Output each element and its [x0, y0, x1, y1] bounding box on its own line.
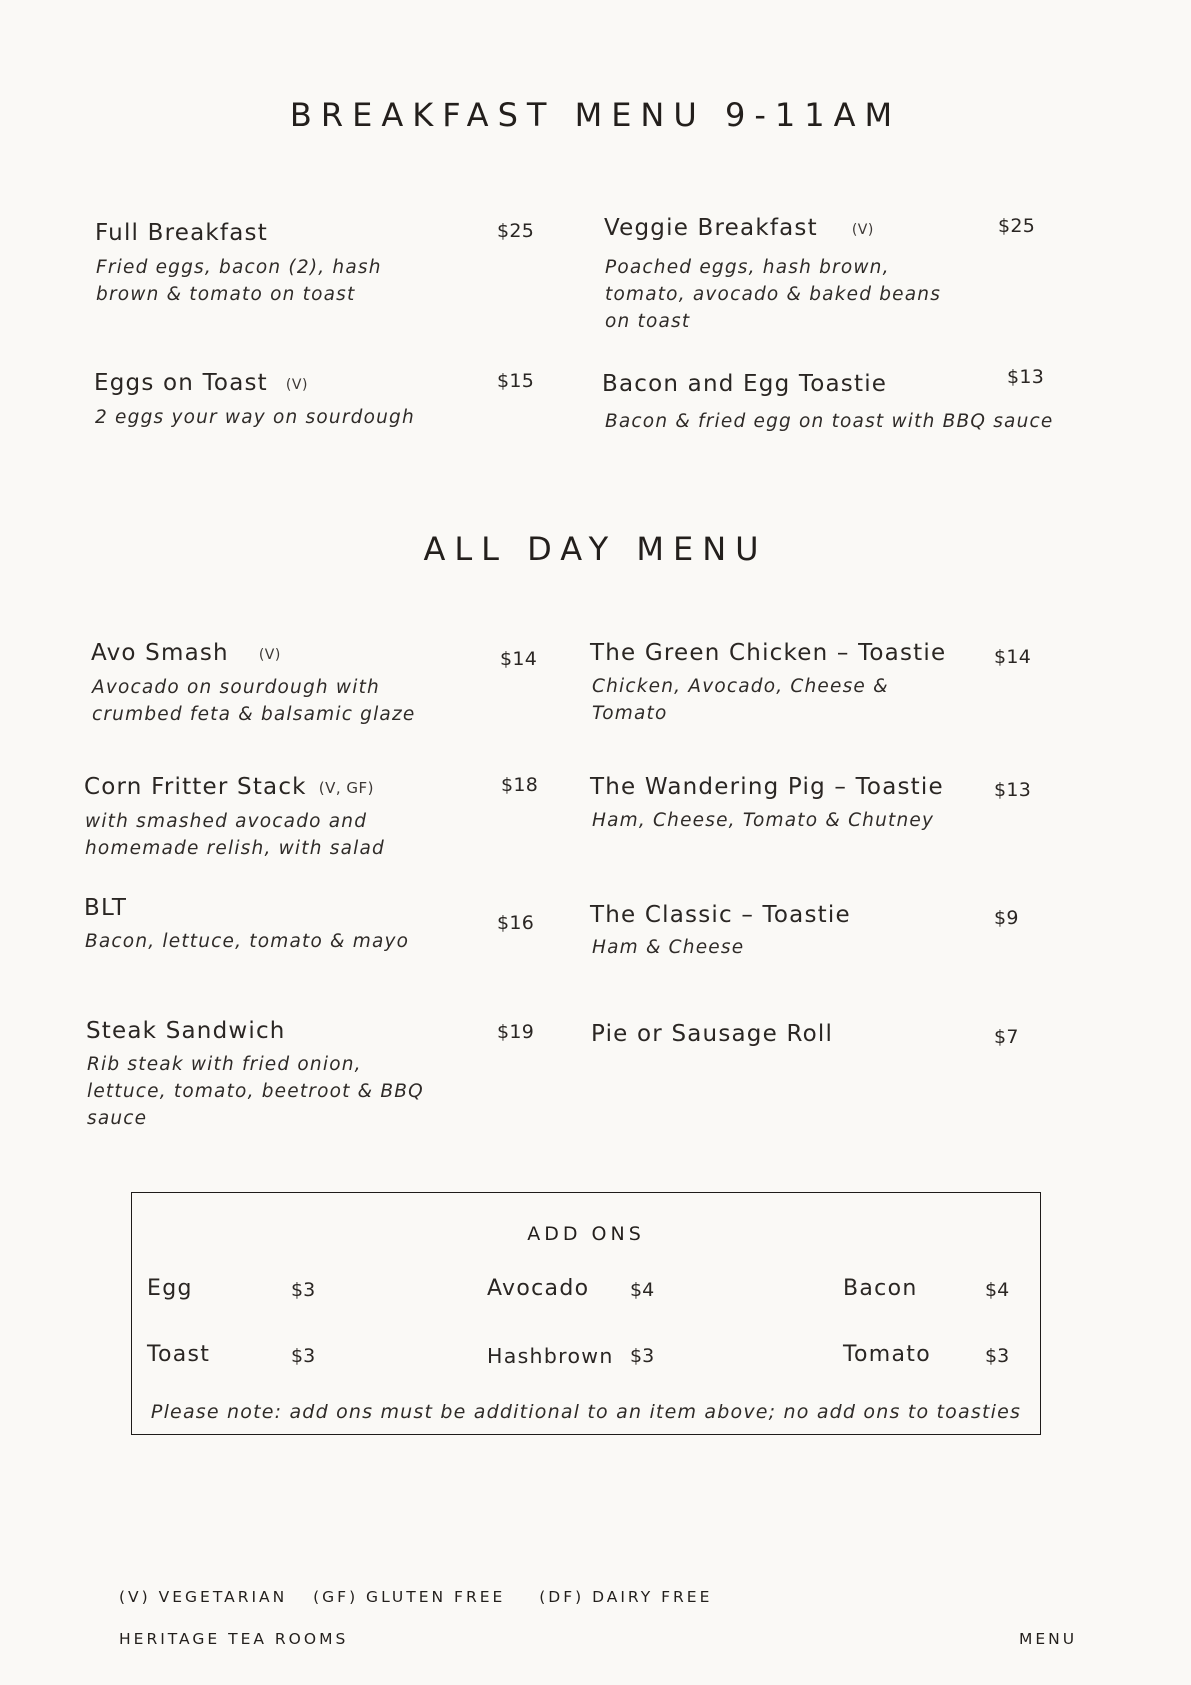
- item-description: Fried eggs, bacon (2), hash brown & tomato on toast: [96, 257, 382, 305]
- addon-price-egg: $3: [291, 1279, 316, 1301]
- item-description: 2 eggs your way on sourdough: [95, 407, 415, 428]
- item-price: $25: [998, 215, 1036, 237]
- addon-price-avocado: $4: [630, 1279, 655, 1301]
- item-description: Bacon & fried egg on toast with BBQ sauce: [605, 411, 1054, 432]
- item-description: Ham, Cheese, Tomato & Chutney: [592, 810, 935, 831]
- addon-price-hashbrown: $3: [630, 1345, 655, 1367]
- item-description: Bacon, lettuce, tomato & mayo: [85, 931, 410, 952]
- menu-item-full-breakfast: [95, 220, 268, 246]
- menu-item-blt: [84, 895, 127, 921]
- addon-name-toast: Toast: [147, 1342, 211, 1367]
- addon-name-tomato: Tomato: [843, 1342, 931, 1367]
- all-day-menu-heading: ALL DAY MENU: [423, 530, 768, 568]
- menu-item-bacon-egg-toastie: [602, 371, 887, 397]
- item-price: $16: [497, 912, 535, 934]
- item-name: Bacon and Egg Toastie: [602, 371, 888, 397]
- addons-note: Please note: add ons must be additional to an item above; no add ons to toasties: [150, 1401, 1022, 1423]
- item-name: Pie or Sausage Roll: [591, 1021, 834, 1047]
- addons-title: ADD ONS: [527, 1223, 645, 1245]
- menu-item-corn-fritter-stack: [84, 774, 374, 800]
- item-name: The Classic – Toastie: [590, 902, 851, 928]
- breakfast-menu-heading: BREAKFAST MENU 9-11AM: [289, 96, 902, 134]
- menu-item-avo-smash: [91, 640, 281, 666]
- item-description: with smashed avocado and homemade relish, with salad: [85, 811, 385, 859]
- item-price: $14: [994, 646, 1032, 668]
- item-name: Full Breakfast: [95, 220, 268, 246]
- item-name: The Wandering Pig – Toastie: [590, 774, 944, 800]
- item-description: Ham & Cheese: [592, 937, 745, 958]
- item-price: $13: [1007, 366, 1045, 388]
- menu-item-pie-sausage-roll: [591, 1021, 833, 1047]
- item-name: BLT: [84, 895, 128, 921]
- item-price: $15: [497, 370, 535, 392]
- addon-name-avocado: Avocado: [487, 1276, 590, 1301]
- item-description: Poached eggs, hash brown, tomato, avocado & baked beans on toast: [605, 257, 942, 332]
- menu-item-green-chicken-toastie: [590, 640, 946, 666]
- addon-name-bacon: Bacon: [843, 1276, 918, 1301]
- menu-item-veggie-breakfast: [604, 215, 874, 241]
- item-description: Chicken, Avocado, Cheese & Tomato: [592, 676, 889, 724]
- item-price: $19: [497, 1021, 535, 1043]
- dietary-tag: (V): [851, 222, 874, 238]
- menu-item-wandering-pig-toastie: [590, 774, 944, 800]
- dietary-tag: (V, GF): [318, 779, 374, 797]
- dietary-tag: (V): [258, 647, 281, 663]
- addon-price-toast: $3: [291, 1345, 316, 1367]
- item-name: Veggie Breakfast: [604, 215, 818, 241]
- menu-item-classic-toastie: [590, 902, 851, 928]
- item-price: $18: [501, 774, 539, 796]
- addons-box: [131, 1192, 1041, 1435]
- legend-vegetarian: (V) VEGETARIAN: [119, 1588, 288, 1606]
- item-description: Rib steak with fried onion, lettuce, tomato, beetroot & BBQ sauce: [87, 1054, 424, 1129]
- item-price: $25: [497, 220, 535, 242]
- item-name: Steak Sandwich: [86, 1018, 286, 1044]
- legend-dairy-free: (DF) DAIRY FREE: [539, 1588, 713, 1606]
- item-price: $14: [500, 648, 538, 670]
- item-name: The Green Chicken – Toastie: [590, 640, 947, 666]
- addon-price-bacon: $4: [985, 1279, 1010, 1301]
- item-name: Corn Fritter Stack: [84, 774, 307, 800]
- item-name: Avo Smash: [91, 640, 229, 666]
- dietary-legend: [119, 1588, 712, 1606]
- item-name: Eggs on Toast: [94, 370, 268, 396]
- addon-name-egg: Egg: [147, 1276, 193, 1301]
- addon-price-tomato: $3: [985, 1345, 1010, 1367]
- legend-gluten-free: (GF) GLUTEN FREE: [313, 1588, 506, 1606]
- item-price: $7: [994, 1026, 1019, 1048]
- menu-item-eggs-on-toast: [94, 370, 308, 396]
- menu-item-steak-sandwich: [86, 1018, 286, 1044]
- addon-name-hashbrown: Hashbrown: [487, 1344, 614, 1368]
- venue-name: HERITAGE TEA ROOMS: [119, 1630, 349, 1648]
- footer-menu-label: MENU: [1019, 1630, 1078, 1648]
- item-price: $9: [994, 907, 1019, 929]
- item-price: $13: [994, 779, 1032, 801]
- item-description: Avocado on sourdough with crumbed feta & balsamic glaze: [92, 677, 416, 725]
- dietary-tag: (V): [285, 377, 308, 393]
